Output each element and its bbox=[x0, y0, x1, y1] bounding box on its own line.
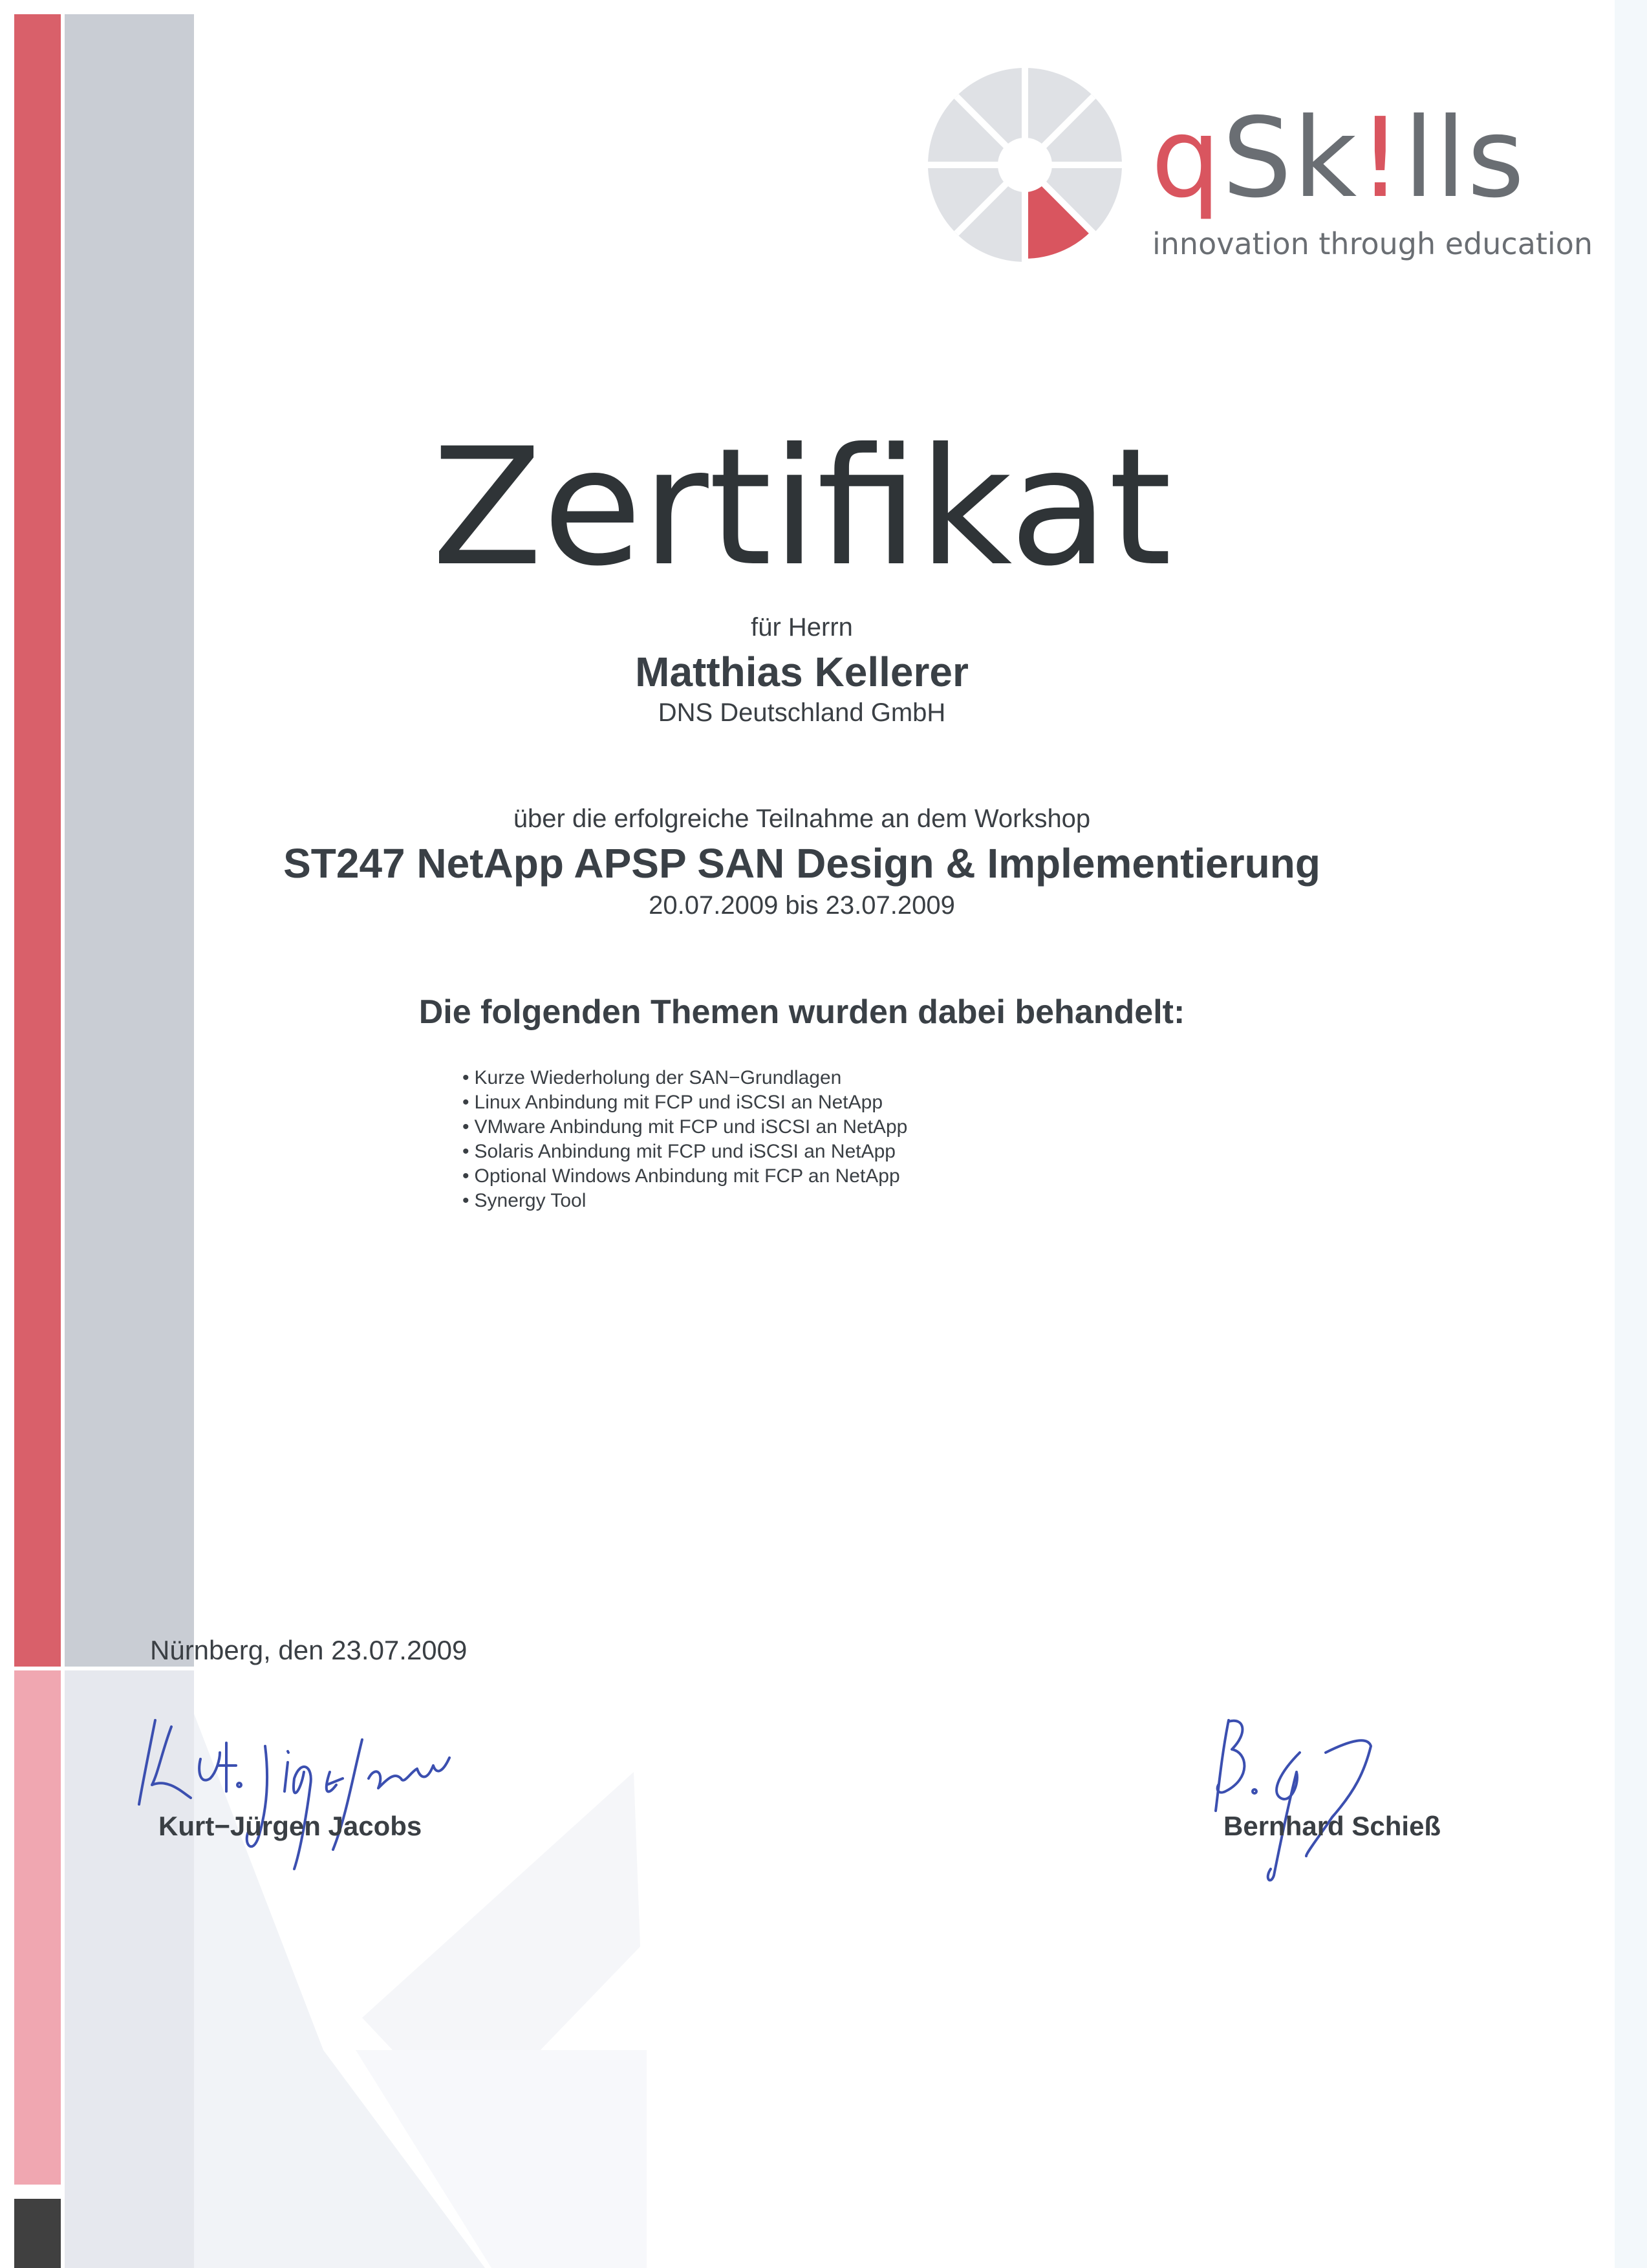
list-item: • Kurze Wiederholung der SAN−Grundlagen bbox=[462, 1066, 907, 1090]
left-dark-stripe bbox=[14, 2199, 61, 2268]
qskills-logo bbox=[925, 65, 1593, 272]
left-grey-stripe bbox=[65, 14, 194, 1667]
left-red-stripe bbox=[14, 14, 61, 1667]
salutation: für Herrn bbox=[751, 613, 853, 642]
participation-text: über die erfolgreiche Teilnahme an dem Workshop bbox=[513, 805, 1091, 833]
signer-name-right: Bernhard Schieß bbox=[1223, 1811, 1441, 1841]
wheel-logo-icon bbox=[925, 65, 1125, 265]
logo-tagline: innovation through education bbox=[1152, 226, 1593, 261]
left-pink-stripe bbox=[14, 1670, 61, 2185]
signature-right bbox=[1209, 1714, 1423, 1888]
recipient-name: Matthias Kellerer bbox=[635, 649, 969, 695]
list-item: • Synergy Tool bbox=[462, 1189, 907, 1213]
list-item: • Optional Windows Anbindung mit FCP an NetApp bbox=[462, 1164, 907, 1189]
list-item: • Solaris Anbindung mit FCP und iSCSI an NetApp bbox=[462, 1139, 907, 1164]
signature-left bbox=[129, 1681, 511, 1875]
signer-name-left: Kurt−Jürgen Jacobs bbox=[158, 1811, 422, 1841]
right-edge-tint bbox=[1615, 0, 1647, 2268]
workshop-dates: 20.07.2009 bis 23.07.2009 bbox=[649, 891, 955, 920]
recipient-company: DNS Deutschland GmbH bbox=[658, 698, 946, 727]
list-item: • VMware Anbindung mit FCP und iSCSI an NetApp bbox=[462, 1115, 907, 1139]
topics-heading: Die folgenden Themen wurden dabei behandelt: bbox=[418, 993, 1185, 1031]
list-item: • Linux Anbindung mit FCP und iSCSI an NetApp bbox=[462, 1090, 907, 1115]
topics-list bbox=[462, 1066, 907, 1213]
workshop-title: ST247 NetApp APSP SAN Design & Implementierung bbox=[283, 840, 1320, 887]
certificate-title: Zertifikat bbox=[431, 413, 1172, 601]
place-date: Nürnberg, den 23.07.2009 bbox=[150, 1635, 468, 1665]
logo-wordmark: qSk!lls bbox=[1151, 94, 1526, 222]
